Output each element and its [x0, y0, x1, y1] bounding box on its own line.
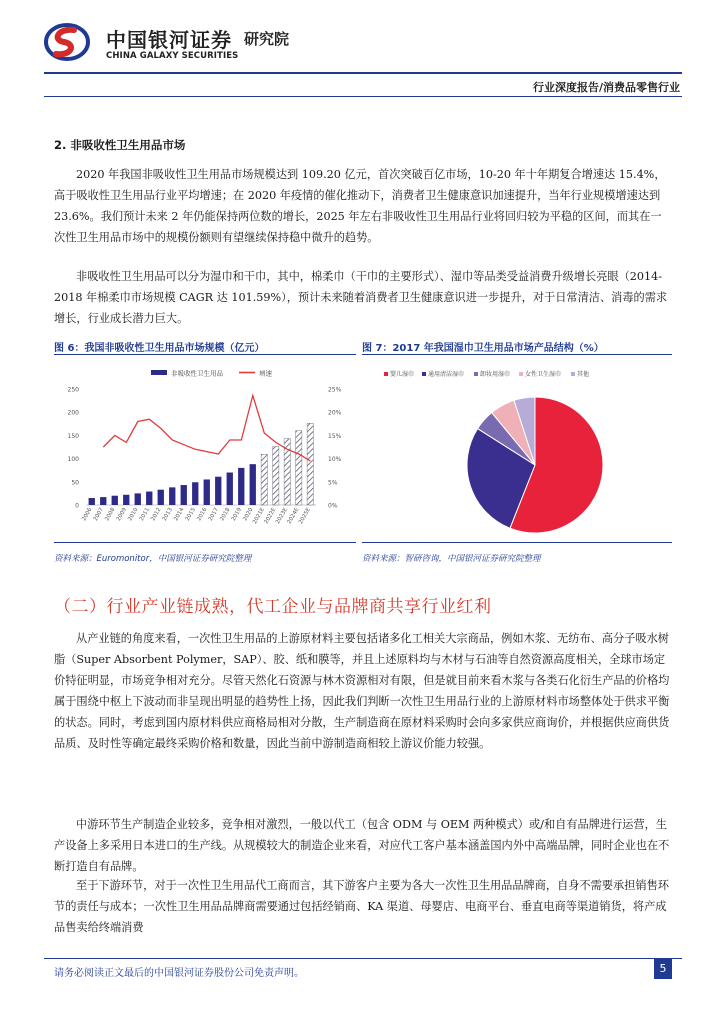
- bar: [181, 485, 187, 505]
- x-tick-label: 2006: [81, 507, 94, 523]
- legend-swatch: [384, 372, 388, 376]
- legend-swatch: [519, 372, 523, 376]
- x-tick-label: 2022E: [263, 507, 278, 526]
- x-tick-label: 2024E: [286, 507, 301, 526]
- paragraph: 至于下游环节，对于一次性卫生用品代工商而言，其下游客户主要为各大一次性卫生用品品牌商，自身不需要承担销售环节的责任与成本；一次性卫生用品品牌商需要通过包括经销商、KA 渠道、母婴店、电商平台、垂直电商等渠道销货，将产成品售卖给终端消费: [54, 879, 669, 934]
- x-tick-label: 2008: [104, 507, 117, 523]
- y-tick-label: 100: [67, 456, 79, 464]
- bar: [192, 482, 198, 505]
- logo-cn-text: 中国银河证券: [106, 28, 232, 52]
- x-tick-label: 2020: [242, 507, 255, 523]
- bar: [215, 477, 221, 505]
- y-tick-label: 50: [71, 479, 79, 487]
- y-tick-label: 200: [67, 409, 79, 417]
- x-tick-label: 2021E: [252, 507, 266, 526]
- paragraph: 2020 年我国非吸收性卫生用品市场规模达到 109.20 亿元，首次突破百亿市场，10-20 年十年期复合增速达 15.4%，高于吸收性卫生用品行业平均增速；在 2020 年疫情的催化推动下，消费者卫生健康意识加速提升，当年行业规模增速达到 23.6%。我们预计未来 2 年仍能保持两位数的增长，2025 年左右非吸收性卫生用品行业将回归较为平稳的区间，而其在一次性卫生用品市场中的规模份额则有望继续保持稳中微升的趋势。: [54, 168, 666, 244]
- figure-7-source: 资料来源：智研咨询，中国银河证券研究院整理: [362, 554, 541, 564]
- y2-tick-label: 10%: [328, 456, 342, 464]
- y2-tick-label: 15%: [328, 432, 342, 440]
- bar: [250, 464, 256, 505]
- bar: [204, 479, 210, 505]
- report-type: 行业深度报告/消费品零售行业: [532, 81, 680, 94]
- figure-7-title: 图 7：2017 年我国湿巾卫生用品市场产品结构（%）: [362, 343, 604, 354]
- y-tick-label: 250: [67, 386, 79, 394]
- x-tick-label: 2015: [184, 507, 197, 523]
- growth-line: [103, 396, 310, 461]
- bar: [273, 447, 279, 505]
- legend-bar-swatch: [151, 370, 167, 375]
- footer-rule: [44, 958, 682, 959]
- x-tick-label: 2025E: [298, 507, 312, 526]
- x-tick-label: 2018: [219, 507, 232, 523]
- legend-label: 婴儿湿巾: [390, 371, 415, 378]
- legend-label: 通用清洁湿巾: [428, 371, 465, 378]
- bar: [146, 492, 152, 505]
- figure-6-source: 资料来源：Euromonitor，中国银河证券研究院整理: [54, 554, 252, 564]
- x-tick-label: 2013: [161, 507, 174, 523]
- paragraph: 中游环节生产制造企业较多，竞争相对激烈，一般以代工（包含 ODM 与 OEM 两种模式）或/和自有品牌进行运营，生产设备上多采用日本进口的生产线。从规模较大的制造企业来看，对应代工客户基本涵盖国内外中高端品牌，同时企业也在不断打造自有品牌。: [54, 818, 670, 873]
- x-tick-label: 2023E: [275, 507, 289, 526]
- bar: [227, 473, 233, 505]
- header-rule-bottom: [44, 96, 682, 97]
- header-rule-top: [44, 72, 682, 74]
- legend-swatch: [474, 372, 478, 376]
- bar: [135, 493, 141, 505]
- paragraph: 非吸收性卫生用品可以分为湿巾和干巾，其中，棉柔巾（干巾的主要形式）、湿巾等品类受益消费升级增长亮眼（2014-2018 年棉柔巾市场规模 CAGR 达 101.59%），预计未来随着消费者卫生健康意识进一步提升，对于日常清洁、消毒的需求增长，行业成长潜力巨大。: [54, 270, 668, 325]
- y2-tick-label: 25%: [328, 386, 342, 394]
- x-tick-label: 2010: [127, 507, 140, 523]
- logo-en-text: CHINA GALAXY SECURITIES: [106, 51, 239, 61]
- y-tick-label: 150: [67, 432, 79, 440]
- legend-label: 卸妆用湿巾: [480, 371, 511, 378]
- y2-tick-label: 0%: [328, 502, 338, 510]
- section-heading: （二）行业产业链成熟，代工企业与品牌商共享行业红利: [54, 597, 492, 617]
- x-tick-label: 2017: [207, 507, 220, 523]
- x-tick-label: 2009: [115, 507, 128, 523]
- figure-6-chart: [54, 362, 354, 540]
- figure-6-rule-bottom: [54, 542, 356, 543]
- legend-line-label: 增速: [259, 369, 272, 378]
- x-tick-label: 2019: [230, 507, 243, 523]
- bar: [307, 423, 313, 505]
- legend-swatch: [571, 372, 575, 376]
- footer-disclaimer: 请务必阅读正文最后的中国银河证券股份公司免责声明。: [54, 968, 304, 979]
- institute-label: 研究院: [244, 30, 290, 48]
- logo-icon: [44, 22, 90, 62]
- bar: [261, 454, 267, 505]
- legend-label: 女性卫生湿巾: [525, 371, 562, 378]
- company-logo: [44, 22, 304, 66]
- x-tick-label: 2007: [92, 507, 105, 523]
- bar: [112, 496, 118, 505]
- legend-bar-label: 非吸收性卫生用品: [171, 369, 223, 378]
- y-tick-label: 0: [75, 502, 79, 510]
- figure-7-rule: [362, 354, 672, 355]
- bar: [100, 497, 106, 505]
- y2-tick-label: 5%: [328, 479, 338, 487]
- figure-6-title: 图 6：我国非吸收性卫生用品市场规模（亿元）: [54, 343, 265, 354]
- bar: [296, 431, 302, 505]
- bar: [238, 468, 244, 505]
- bar: [89, 498, 95, 505]
- x-tick-label: 2011: [138, 507, 151, 523]
- x-tick-label: 2012: [150, 507, 163, 523]
- figure-7-rule-bottom: [362, 542, 672, 543]
- page-number: 5: [654, 959, 672, 979]
- y2-tick-label: 20%: [328, 409, 342, 417]
- bar: [158, 490, 164, 505]
- x-tick-label: 2016: [196, 507, 209, 523]
- section-title: 2. 非吸收性卫生用品市场: [54, 138, 186, 152]
- figure-6-rule: [54, 354, 356, 355]
- legend-label: 其他: [577, 371, 590, 378]
- figure-7-chart: [362, 362, 672, 540]
- bar: [123, 495, 129, 505]
- bar: [169, 487, 175, 505]
- legend-swatch: [422, 372, 426, 376]
- x-tick-label: 2014: [173, 507, 186, 523]
- paragraph: 从产业链的角度来看，一次性卫生用品的上游原材料主要包括诸多化工相关大宗商品，例如木浆、无纺布、高分子吸水树脂（Super Absorbent Polymer，SAP）、胶、纸和膜等，并且上述原料均与木材与石油等自然资源高度相关，全球市场定价特征明显，市场竞争相对充分。尽管天然化石资源与林木资源相对有限，但是就目前来看木浆与各类石化衍生产品的价格均属于围绕中枢上下波动而非呈现出明显的趋势性上扬，因此我们判断一次性卫生用品行业的上游原材料市场整体处于供求平衡的状态。同时，考虑到国内原材料供应商格局相对分散，生产制造商在原材料采购时会向多家供应商询价，并根据供应商供货品质、及时性等确定最终采购价格和数量，因此当前中游制造商相较上游议价能力较强。: [54, 632, 670, 750]
